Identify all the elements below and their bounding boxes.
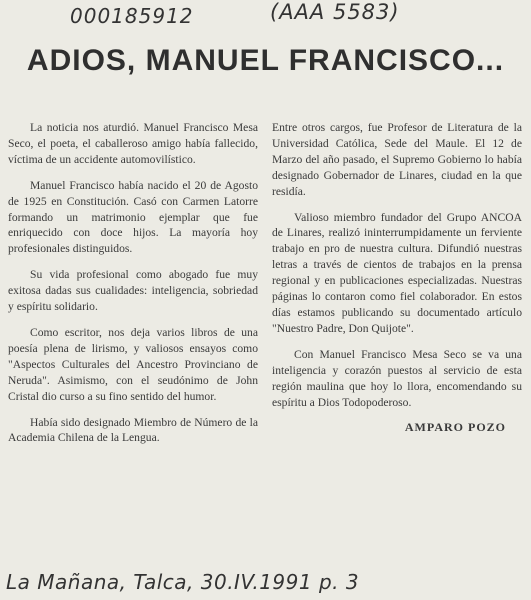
article-paragraph: Su vida profesional como abogado fue muy exitosa dadas sus cualidades: inteligencia, sobriedad y espíritu solidario. — [8, 268, 258, 314]
article-column-left — [8, 120, 258, 456]
article-paragraph: Había sido designado Miembro de Número de la Academia Chilena de la Lengua. — [8, 415, 258, 445]
article-paragraph: Con Manuel Francisco Mesa Seco se va una inteligencia y corazón puestos al servicio de esta región maulina que hoy lo llora, encomendando su espíritu a Dios Todopoderoso. — [272, 347, 522, 409]
author-signature: AMPARO POZO — [404, 420, 506, 435]
article-column-right — [272, 120, 522, 436]
article-paragraph: La noticia nos aturdió. Manuel Francisco Mesa Seco, el poeta, el caballeroso amigo había fallecido, víctima de un accidente automovilístico. — [8, 121, 258, 166]
article-paragraph: Entre otros cargos, fue Profesor de Literatura de la Universidad Católica, Sede del Maule. El 12 de Marzo del año pasado, el Supremo Gobierno lo había designado Gobernador de Linares, ciudad en la que residía. — [272, 121, 522, 198]
handwritten-citation: La Mañana, Talca, 30.IV.1991 p. 3 — [6, 570, 360, 594]
handwritten-reference: (AAA 5583) — [270, 0, 400, 24]
handwritten-manuscript-id: 000185912 — [70, 4, 194, 28]
article-headline: ADIOS, MANUEL FRANCISCO... — [26, 44, 505, 77]
article-paragraph: Valioso miembro fundador del Grupo ANCOA de Linares, realizó ininterrumpidamente un ferviente trabajo en pro de nuestra cultura. Difundió nuestras letras a través de cientos de trabajos en la prensa regional y en publicaciones especializadas. Nuestras páginas lo contaron como fiel colaborador. En estos días estamos publicando su documentado artículo "Nuestro Padre, Don Quijote". — [272, 210, 522, 335]
article-paragraph: Manuel Francisco había nacido el 20 de Agosto de 1925 en Constitución. Casó con Carmen Latorre formando un matrimonio ejemplar que fue enriquecido con doce hijos. La mayoría hoy profesionales distinguidos. — [8, 178, 258, 256]
article-paragraph: Como escritor, nos deja varios libros de una poesía plena de lirismo, y valiosos ensayos como "Aspectos Culturales del Ancestro Provinciano de Neruda". Asimismo, con el seudónimo de John Cristal dio curso a su fino sentido del humor. — [8, 325, 258, 403]
